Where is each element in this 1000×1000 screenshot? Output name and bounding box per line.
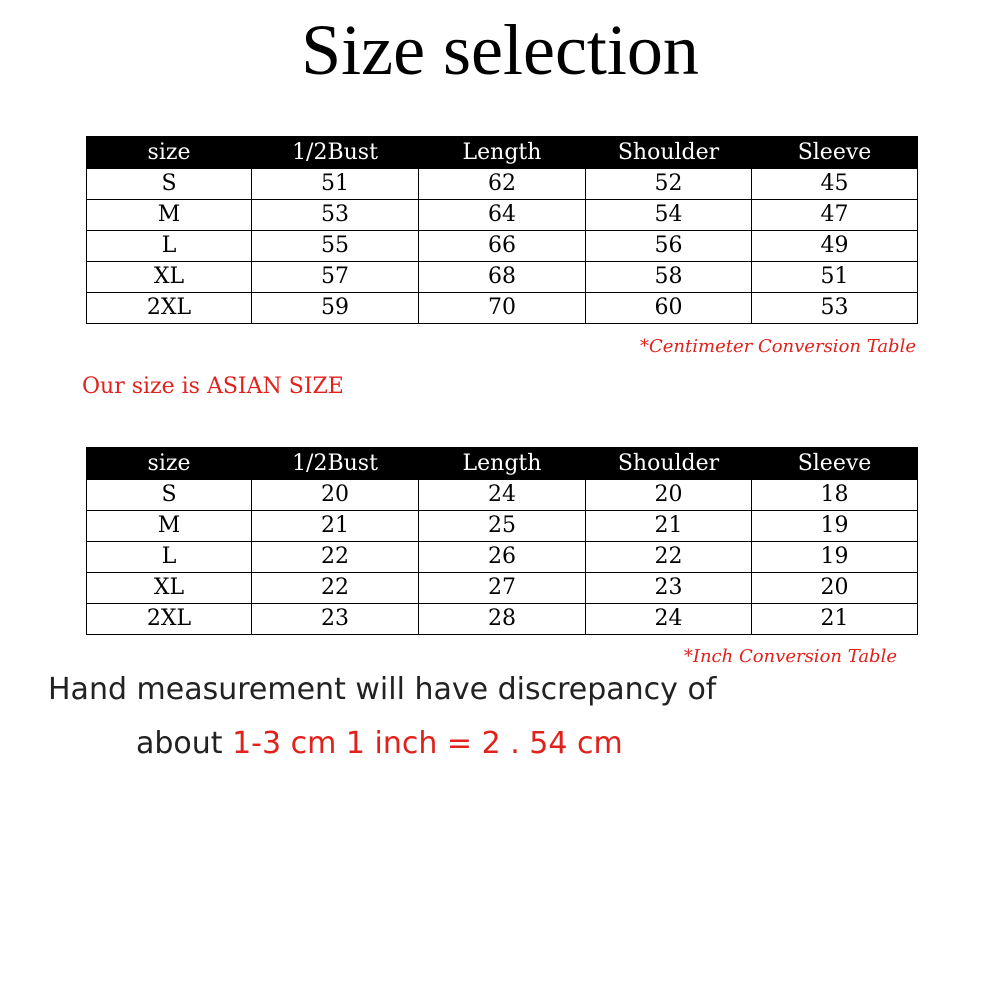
length-cell: 27 — [419, 573, 586, 604]
asian-size-note: Our size is ASIAN SIZE — [82, 374, 344, 399]
measurement-disclaimer-line-2 — [136, 726, 623, 761]
sleeve-cell: 19 — [752, 542, 918, 573]
bust-cell: 51 — [252, 169, 419, 200]
inch-size-table — [86, 447, 918, 635]
length-cell: 70 — [419, 293, 586, 324]
length-cell: 28 — [419, 604, 586, 635]
sleeve-cell: 18 — [752, 480, 918, 511]
shoulder-cell: 52 — [586, 169, 752, 200]
table-row — [87, 169, 918, 200]
sleeve-cell: 20 — [752, 573, 918, 604]
column-header-bust: 1/2Bust — [252, 137, 419, 169]
table-row — [87, 511, 918, 542]
column-header-size: size — [87, 448, 252, 480]
size-cell: XL — [87, 262, 252, 293]
size-cell: S — [87, 480, 252, 511]
length-cell: 24 — [419, 480, 586, 511]
bust-cell: 20 — [252, 480, 419, 511]
shoulder-cell: 23 — [586, 573, 752, 604]
table-row — [87, 604, 918, 635]
sleeve-cell: 47 — [752, 200, 918, 231]
sleeve-cell: 49 — [752, 231, 918, 262]
table-row — [87, 231, 918, 262]
shoulder-cell: 60 — [586, 293, 752, 324]
length-cell: 25 — [419, 511, 586, 542]
length-cell: 62 — [419, 169, 586, 200]
length-cell: 68 — [419, 262, 586, 293]
shoulder-cell: 56 — [586, 231, 752, 262]
measurement-disclaimer-line-1: Hand measurement will have discrepancy of — [48, 672, 717, 707]
shoulder-cell: 21 — [586, 511, 752, 542]
table-header-row — [87, 137, 918, 169]
size-cell: 2XL — [87, 604, 252, 635]
size-cell: XL — [87, 573, 252, 604]
table-row — [87, 573, 918, 604]
shoulder-cell: 24 — [586, 604, 752, 635]
length-cell: 66 — [419, 231, 586, 262]
centimeter-table-note: *Centimeter Conversion Table — [640, 336, 916, 357]
bust-cell: 22 — [252, 573, 419, 604]
column-header-bust: 1/2Bust — [252, 448, 419, 480]
sleeve-cell: 21 — [752, 604, 918, 635]
sleeve-cell: 19 — [752, 511, 918, 542]
column-header-size: size — [87, 137, 252, 169]
length-cell: 26 — [419, 542, 586, 573]
bust-cell: 53 — [252, 200, 419, 231]
centimeter-size-table — [86, 136, 918, 324]
column-header-length: Length — [419, 448, 586, 480]
column-header-sleeve: Sleeve — [752, 448, 918, 480]
size-cell: 2XL — [87, 293, 252, 324]
measurement-prefix: about — [136, 726, 233, 761]
table-row — [87, 262, 918, 293]
table-header-row — [87, 448, 918, 480]
sleeve-cell: 53 — [752, 293, 918, 324]
length-cell: 64 — [419, 200, 586, 231]
table-row — [87, 200, 918, 231]
size-cell: M — [87, 511, 252, 542]
sleeve-cell: 45 — [752, 169, 918, 200]
shoulder-cell: 22 — [586, 542, 752, 573]
shoulder-cell: 54 — [586, 200, 752, 231]
bust-cell: 55 — [252, 231, 419, 262]
sleeve-cell: 51 — [752, 262, 918, 293]
column-header-shoulder: Shoulder — [586, 448, 752, 480]
bust-cell: 23 — [252, 604, 419, 635]
page-title: Size selection — [301, 10, 699, 90]
bust-cell: 21 — [252, 511, 419, 542]
measurement-conversion-highlight: 1-3 cm 1 inch = 2 . 54 cm — [232, 726, 623, 761]
bust-cell: 59 — [252, 293, 419, 324]
size-cell: S — [87, 169, 252, 200]
size-cell: M — [87, 200, 252, 231]
column-header-length: Length — [419, 137, 586, 169]
bust-cell: 57 — [252, 262, 419, 293]
inch-table-note: *Inch Conversion Table — [683, 646, 897, 667]
bust-cell: 22 — [252, 542, 419, 573]
size-cell: L — [87, 231, 252, 262]
table-row — [87, 542, 918, 573]
table-row — [87, 293, 918, 324]
size-cell: L — [87, 542, 252, 573]
column-header-shoulder: Shoulder — [586, 137, 752, 169]
table-row — [87, 480, 918, 511]
shoulder-cell: 58 — [586, 262, 752, 293]
column-header-sleeve: Sleeve — [752, 137, 918, 169]
shoulder-cell: 20 — [586, 480, 752, 511]
